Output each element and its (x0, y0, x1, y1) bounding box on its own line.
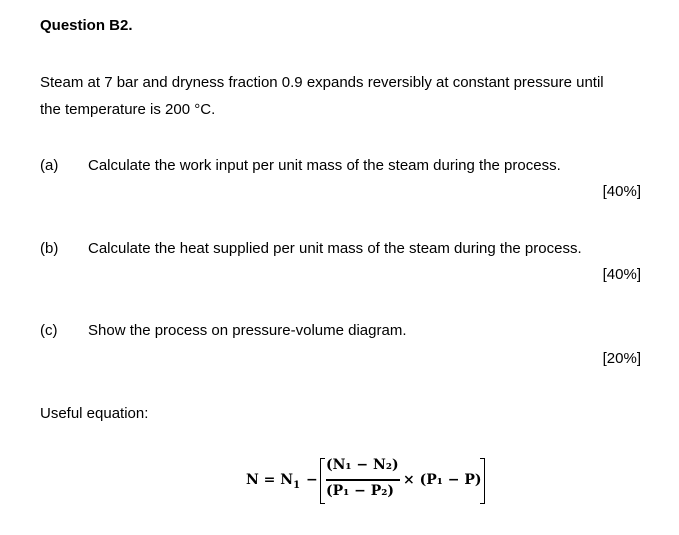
equation-left-bracket (320, 458, 325, 504)
part-b-text: Calculate the heat supplied per unit mass of the steam during the process. (88, 240, 582, 257)
equation-denominator: (P₁ − P₂) (326, 483, 395, 499)
part-b-marks: [40%] (602, 266, 641, 283)
part-c-text: Show the process on pressure-volume diagram. (88, 322, 407, 339)
part-a-marks: [40%] (602, 183, 641, 200)
equation-numerator: (N₁ − N₂) (326, 457, 399, 473)
equation-minus: − (306, 472, 318, 488)
part-a-label: (a) (40, 157, 59, 174)
useful-equation-label: Useful equation: (40, 405, 149, 422)
equation-times-term: × (P₁ − P) (403, 472, 482, 488)
equation-fraction-bar (326, 479, 400, 481)
part-c-marks: [20%] (602, 350, 641, 367)
part-a-text: Calculate the work input per unit mass of the steam during the process. (88, 157, 561, 174)
intro-line-2: the temperature is 200 °C. (40, 101, 216, 118)
part-c-label: (c) (40, 322, 58, 339)
equation-right-bracket (480, 458, 485, 504)
question-intro (40, 69, 604, 123)
equation-lhs: $N = N_1$ (246, 472, 301, 491)
useful-equation (246, 452, 496, 512)
question-heading: Question B2. (40, 17, 133, 34)
part-b-label: (b) (40, 240, 59, 257)
intro-line-1: Steam at 7 bar and dryness fraction 0.9 expands reversibly at constant pressure until (40, 74, 604, 91)
